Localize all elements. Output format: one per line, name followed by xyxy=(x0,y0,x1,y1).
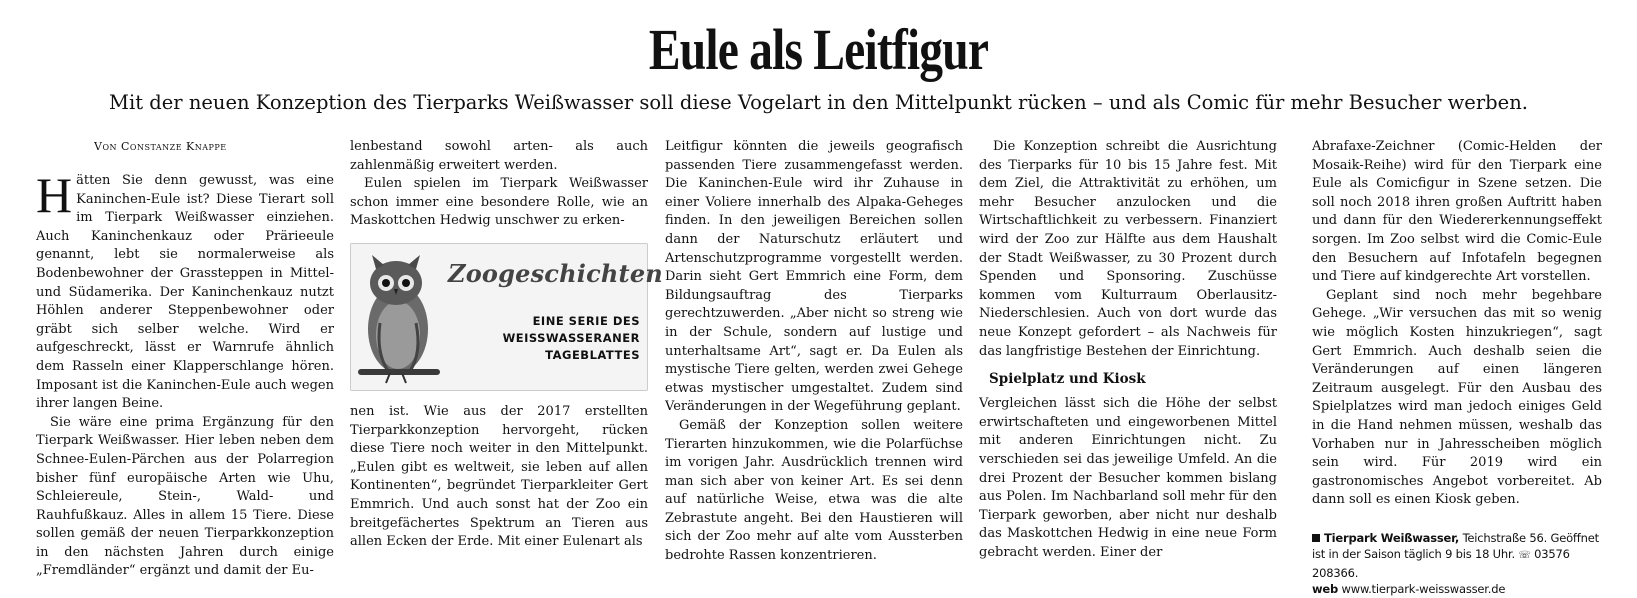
series-subtitle: EINE SERIE DES WEISSWASSERANER TAGEBLATTES xyxy=(502,313,640,362)
paragraph: lenbestand sowohl arten- als auch zahlenmäßig erweitert werden. xyxy=(350,139,648,173)
paragraph: Eulen spielen im Tierpark Weißwasser schon immer eine besondere Rolle, wie an Maskottchen Hedwig unschwer zu erken- xyxy=(350,176,648,229)
paragraph: Hätten Sie denn gewusst, was eine Kaninchen-Eule ist? Diese Tierart soll im Tierpark Weißwasser einziehen. Auch Kaninchenkauz oder Prärieeule genannt, lebt sie normalerweise als Bodenbewohner der Grassteppen in Mittel- und Südamerika. Der Kaninchenkauz nutzt Höhlen anderer Steppenbewohner oder gräbt sich selber welche. Wird er aufgeschreckt, lässt er Warnrufe ähnlich dem Rasseln einer Klapperschlange hören. Imposant ist die Kaninchen-Eule auch wegen ihrer langen Beine. xyxy=(36,167,334,412)
series-title: Zoogeschichten xyxy=(448,258,663,288)
paragraph: Abrafaxe-Zeichner (Comic-Helden der Mosaik-Reihe) wird für den Tierpark eine Eule als Comicfigur in Szene setzen. Die soll noch 2018 ihren großen Auftritt haben und dann für den Wiedererkennungseffekt sorgen. Im Zoo selbst wird die Comic-Eule den Besuchern auf Infotafeln begegnen und Tiere auf kindgerechte Art vorstellen. xyxy=(1312,139,1602,285)
subheading: Spielplatz und Kiosk xyxy=(989,371,1146,388)
paragraph: Vergleichen lässt sich die Höhe der selbst erwirtschafteten und eingeworbenen Mittel mit anderen Einrichtungen nicht. Zu verschieden sei das jeweilige Umfeld. An die drei Prozent der Besucher kommen bislang aus Polen. Im Nachbarland soll mehr für den Tierpark geworben, aber nicht nur deshalb das Maskottchen Hedwig in eine neue Form gebracht werden. Einer der xyxy=(979,396,1277,560)
paragraph: Geplant sind noch mehr begehbare Gehege. „Wir versuchen das mit so wenig wie möglich Kosten hinzukriegen“, sagt Gert Emmrich. Auch deshalb seien die Veränderungen auf einen längeren Zeitraum ausgelegt. Für den Ausbau des Spielplatzes wird man jedoch einiges Geld in die Hand nehmen müssen, weshalb das Vorhaben nur in Jahresscheiben möglich sein wird. Für 2019 wird ein gastronomisches Angebot vorbereitet. Ab dann soll es einen Kiosk geben. xyxy=(1312,287,1602,508)
bullet-square-icon xyxy=(1312,534,1320,542)
column-2 xyxy=(350,138,663,550)
phone-icon: ☏ xyxy=(1518,550,1531,562)
info-name: Tierpark Weißwasser, xyxy=(1324,530,1460,545)
info-text: Teichstraße 56. Geöffnet ist in der Saison täglich 9 bis 18 Uhr. xyxy=(1312,530,1599,562)
byline: Von Constanze Knappe xyxy=(94,140,227,153)
drop-cap: H xyxy=(36,167,73,223)
paragraph: Die Konzeption schreibt die Ausrichtung des Tierparks für 10 bis 15 Jahre fest. Mit dem Ziel, die Attraktivität zu erhöhen, um mehr Besucher anzulocken und die Wirtschaftlichkeit zu verbessern. Finanziert wird der Zoo zur Hälfte aus dem Haushalt der Stadt Weißwasser, zu 30 Prozent durch Spenden und Sponsoring. Zuschüsse kommen vom Kulturraum Oberlausitz-Niederschlesien. Auch von dort wurde das neue Konzept gefordert – als Nachweis für das langfristige Bestehen der Einrichtung. xyxy=(979,139,1277,359)
series-teaser xyxy=(350,243,663,391)
column-4 xyxy=(979,138,1277,560)
column-3 xyxy=(665,138,963,564)
column-5 xyxy=(1312,138,1602,597)
subtitle: Mit der neuen Konzeption des Tierparks Weißwasser soll diese Vogelart in den Mittelpunkt rücken – und als Comic für mehr Besucher werben. xyxy=(109,91,1528,114)
info-phone: 03576 208366. xyxy=(1312,547,1570,580)
web-label: web xyxy=(1312,582,1339,597)
paragraph: Sie wäre eine prima Ergänzung für den Tierpark Weißwasser. Hier leben neben dem Schnee-Eulen-Pärchen aus der Polarregion bisher fünf europäische Arten wie Uhu, Schleiereule, Stein-, Wald- und Rauhfußkauz. Alles in allem 15 Tiere. Diese sollen gemäß der neuen Tierparkkonzeption in den nächsten Jahren durch einige „Fremdländer“ ergänzt und damit der Eu- xyxy=(36,414,334,579)
paragraph: Leitfigur könnten die jeweils geografisch passenden Tiere zusammengefasst werden. Die Kaninchen-Eule wird ihr Zuhause in einer Voliere innerhalb des Alpaka-Geheges finden. In den jeweiligen Bereichen sollen dann der Naturschutz erläutert und Artenschutzprogramme vorgestellt werden. Darin sieht Gert Emmrich eine Form, dem Bildungsauftrag des Tierparks gerechtzuwerden. „Aber nicht so streng wie in der Schule, sondern auf lustige und unterhaltsame Art“, sagt er. Da Eulen als mystische Tiere gelten, werden zwei Gehege etwas mystischer umgestaltet. Zudem sind Veränderungen in der Wegeführung geplant. xyxy=(665,139,963,415)
info-box xyxy=(1312,530,1602,598)
info-web-link[interactable]: www.tierpark-weisswasser.de xyxy=(1341,582,1506,597)
paragraph: Gemäß der Konzeption sollen weitere Tierarten hinzukommen, wie die Polarfüchse im vorigen Jahr. Ausdrücklich trennen wird man sich aber von keiner Art. Es sei denn auf natürliche Weise, etwa was die alte Zebrastute angeht. Bei den Haustieren will sich der Zoo mehr auf alte vom Aussterben bedrohte Rassen konzentrieren. xyxy=(665,417,963,564)
headline: Eule als Leitfigur xyxy=(648,17,989,82)
paragraph: nen ist. Wie aus der 2017 erstellten Tierparkkonzeption hervorgeht, rücken diese Tiere noch weiter in den Mittelpunkt. „Eulen gibt es weltweit, sie leben auf allen Kontinenten“, begründet Tierparkleiter Gert Emmrich. Und auch sonst hat der Zoo ein breitgefächertes Spektrum an Tieren aus allen Ecken der Erde. Mit einer Eulenart als xyxy=(350,403,648,550)
column-1 xyxy=(36,138,334,579)
